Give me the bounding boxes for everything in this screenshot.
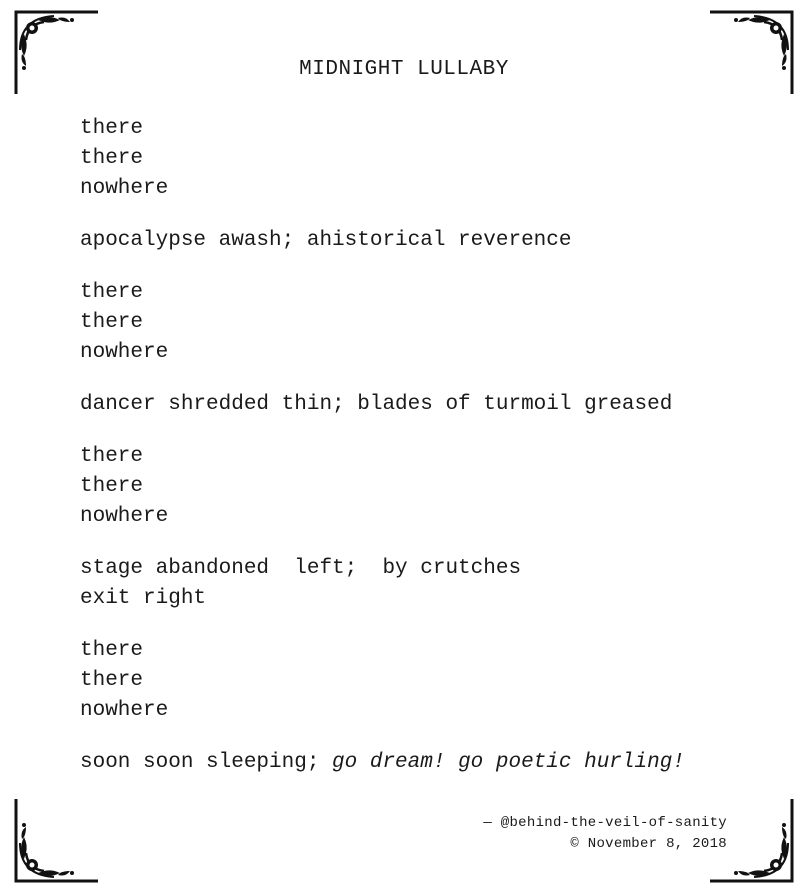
stanza	[80, 390, 760, 420]
final-line-italic: go dream! go poetic hurling!	[332, 751, 685, 774]
poem-line: there	[80, 311, 144, 334]
poem-line: exit right	[80, 587, 207, 610]
final-line	[80, 748, 760, 778]
poem-line: nowhere	[80, 699, 169, 722]
signature-block	[483, 813, 727, 855]
poem-line: there	[80, 281, 144, 304]
poem-line: there	[80, 639, 144, 662]
ornamental-corner-icon	[14, 797, 100, 883]
poem-line: dancer shredded thin; blades of turmoil greased	[80, 393, 673, 416]
final-line-plain: soon soon sleeping;	[80, 751, 333, 774]
copyright-date: © November 8, 2018	[570, 836, 727, 852]
poem-line: apocalypse awash; ahistorical reverence	[80, 229, 572, 252]
stanza	[80, 442, 760, 532]
stanza	[80, 554, 760, 614]
poem-line: nowhere	[80, 505, 169, 528]
poem-line: there	[80, 445, 144, 468]
poem-line: nowhere	[80, 177, 169, 200]
author-credit: — @behind-the-veil-of-sanity	[483, 815, 727, 831]
poem-line: there	[80, 475, 144, 498]
poem-line: stage abandoned left; by crutches	[80, 557, 522, 580]
poem-line: there	[80, 669, 144, 692]
ornamental-corner-icon	[708, 10, 794, 96]
stanza	[80, 636, 760, 726]
final-stanza	[80, 748, 760, 778]
poem-title: MIDNIGHT LULLABY	[299, 58, 509, 81]
poem-line: there	[80, 147, 144, 170]
stanza	[80, 114, 760, 204]
poem-line: nowhere	[80, 341, 169, 364]
stanza	[80, 278, 760, 368]
poem-body	[80, 114, 760, 800]
poem-line: there	[80, 117, 144, 140]
stanza	[80, 226, 760, 256]
ornamental-corner-icon	[14, 10, 100, 96]
